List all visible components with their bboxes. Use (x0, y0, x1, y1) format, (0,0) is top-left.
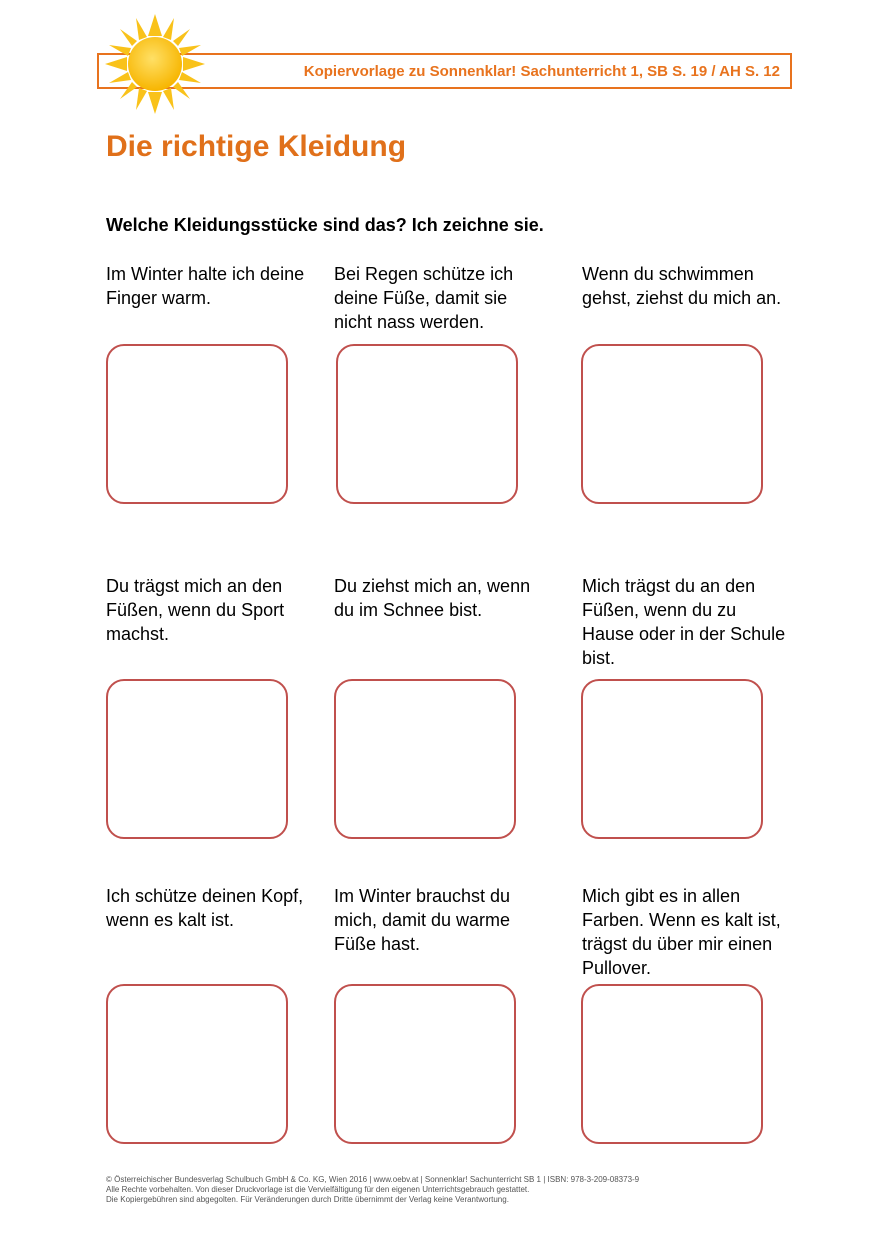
footer-line-2: Alle Rechte vorbehalten. Von dieser Druckvorlage ist die Vervielfältigung für den eigenen Unterrichtsgebrauch gestattet. (106, 1185, 530, 1194)
riddle-text-7: Ich schütze deinen Kopf, wenn es kalt ist. (106, 886, 304, 930)
drawing-box-2[interactable] (336, 344, 518, 504)
footer-line-3: Die Kopiergebühren sind abgegolten. Für Veränderungen durch Dritte übernimmt der Verlag keine Verantwortung. (106, 1195, 509, 1204)
riddle-text-5: Du ziehst mich an, wenn du im Schnee bist. (334, 576, 531, 620)
drawing-box-8[interactable] (334, 984, 516, 1144)
task-instruction: Welche Kleidungsstücke sind das? Ich zeichne sie. (106, 215, 544, 235)
drawing-box-9[interactable] (581, 984, 763, 1144)
sun-icon (105, 14, 205, 114)
drawing-box-6[interactable] (581, 679, 763, 839)
page-title: Die richtige Kleidung (106, 130, 407, 163)
riddle-text-6: Mich trägst du an den Füßen, wenn du zu Hause oder in der Schule bist. (582, 576, 786, 668)
riddle-text-3: Wenn du schwimmen gehst, ziehst du mich an. (582, 264, 782, 308)
riddle-text-4: Du trägst mich an den Füßen, wenn du Sport machst. (106, 576, 285, 644)
riddle-text-8: Im Winter brauchst du mich, damit du warme Füße hast. (334, 886, 511, 954)
drawing-box-7[interactable] (106, 984, 288, 1144)
riddle-text-9: Mich gibt es in allen Farben. Wenn es kalt ist, trägst du über mir einen Pullover. (582, 886, 781, 978)
drawing-box-1[interactable] (106, 344, 288, 504)
riddle-text-1: Im Winter halte ich deine Finger warm. (106, 264, 305, 308)
drawing-box-4[interactable] (106, 679, 288, 839)
footer-copyright (106, 1175, 639, 1205)
riddle-text-2: Bei Regen schütze ich deine Füße, damit sie nicht nass werden. (334, 264, 514, 332)
drawing-box-3[interactable] (581, 344, 763, 504)
footer-line-1: © Österreichischer Bundesverlag Schulbuch GmbH & Co. KG, Wien 2016 | www.oebv.at | Sonnenklar! Sachunterricht SB 1 | ISBN: 978-3-209-08373-9 (106, 1175, 640, 1184)
drawing-box-5[interactable] (334, 679, 516, 839)
header-text: Kopiervorlage zu Sonnenklar! Sachunterricht 1, SB S. 19 / AH S. 12 (303, 63, 780, 80)
